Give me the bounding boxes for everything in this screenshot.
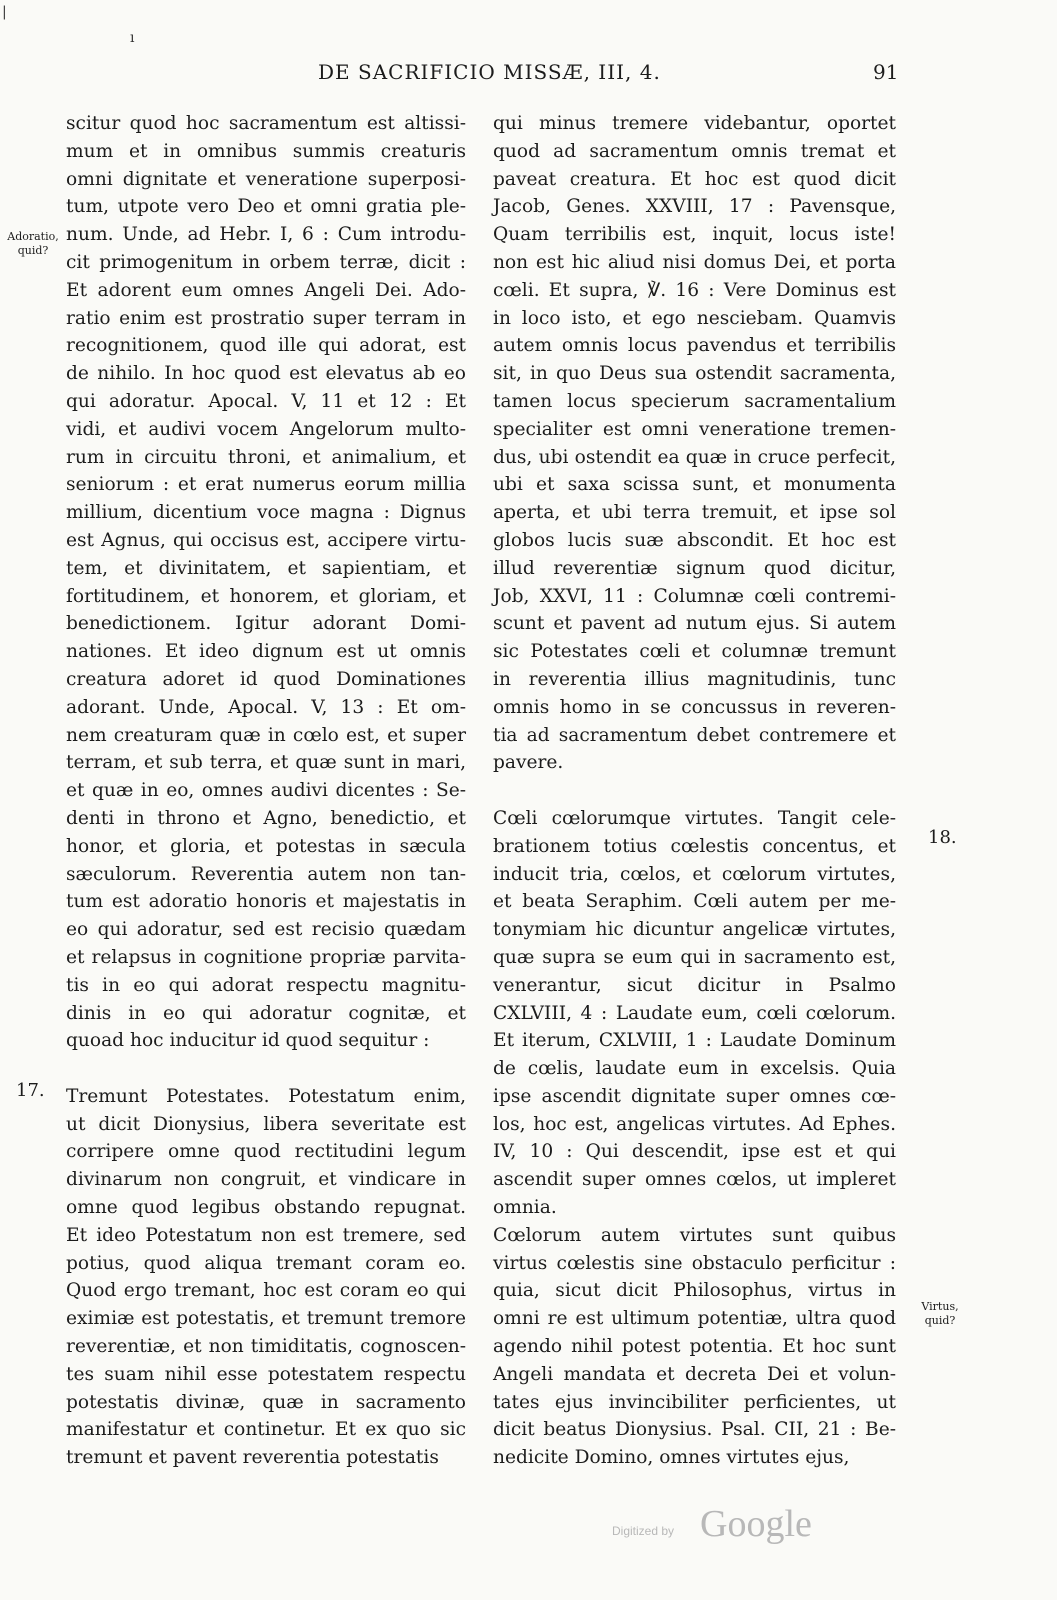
right-column (493, 110, 896, 1472)
section-number-18: 18. (928, 827, 957, 848)
text-line: ratio enim est prostratio super terram in (66, 307, 466, 329)
text-line: vidi, et audivi vocem Angelorum multo- (66, 418, 466, 440)
text-line: tia ad sacramentum debet contremere et (493, 724, 896, 746)
text-line: sic Potestates cœli et columnæ tremunt (493, 641, 896, 663)
text-line: omni re est ultimum potentiæ, ultra quod (493, 1308, 896, 1330)
text-line: tates ejus invincibiliter perficientes, ut (493, 1391, 896, 1413)
text-line: omnis homo in se concussus in reveren- (493, 696, 896, 718)
text-line: ipse ascendit dignitate super omnes cœ- (493, 1085, 896, 1107)
text-line: honor, et gloria, et potestas in sæcula (66, 835, 466, 857)
text-line: globos lucis suæ abscondit. Et hoc est (493, 529, 896, 551)
text-line: dinis in eo qui adoratur cognitæ, et (66, 1002, 466, 1024)
paragraph (66, 110, 466, 1055)
text-line: Cœli cœlorumque virtutes. Tangit cele- (493, 807, 896, 829)
text-line: los, hoc est, angelicas virtutes. Ad Ephes. (493, 1113, 896, 1135)
text-line: potestatis divinæ, quæ in sacramento (66, 1391, 466, 1413)
text-line: tonymiam hic dicuntur angelicæ virtutes, (493, 919, 896, 941)
text-line: Quod ergo tremant, hoc est coram eo qui (66, 1280, 466, 1302)
text-line: mum et in omnibus summis creaturis (66, 140, 466, 162)
left-column (66, 110, 466, 1472)
text-line: virtus cœlestis sine obstaculo perficitur : (493, 1252, 896, 1274)
text-line: qui minus tremere videbantur, oportet (493, 113, 896, 134)
text-line: dicit beatus Dionysius. Psal. CII, 21 : Be- (493, 1419, 896, 1441)
text-line: Angeli mandata et decreta Dei et volun- (493, 1363, 896, 1385)
paragraph (493, 110, 896, 777)
text-line: cœli. Et supra, ℣. 16 : Vere Dominus est (493, 279, 896, 301)
text-line: scunt et pavent ad nutum ejus. Si autem (493, 613, 896, 635)
text-line: ascendit super omnes cœlos, ut impleret (493, 1169, 896, 1191)
text-line: cit primogenitum in orbem terræ, dicit : (66, 251, 466, 273)
margin-note-line: quid? (17, 244, 49, 257)
text-line: brationem totius cœlestis concentus, et (493, 835, 896, 857)
text-line: tum est adoratio honoris et majestatis in (66, 891, 466, 913)
text-line: tes suam nihil esse potestatem respectu (66, 1363, 466, 1385)
text-line: quoad hoc inducitur id quod sequitur : (66, 1030, 430, 1052)
text-line: Et iterum, CXLVIII, 1 : Laudate Dominum (493, 1030, 896, 1052)
text-line: potius, quod aliqua tremant coram eo. (66, 1252, 466, 1274)
text-line: eo qui adoratur, sed est recisio quædam (66, 919, 466, 941)
text-line: est Agnus, qui occisus est, accipere virtu- (66, 529, 466, 551)
text-line: adorant. Unde, Apocal. V, 13 : Et om- (66, 696, 466, 718)
text-line: Et ideo Potestatum non est tremere, sed (66, 1224, 466, 1246)
text-line: de nihilo. In hoc quod est elevatus ab eo (66, 363, 466, 385)
paragraph (493, 805, 896, 1222)
text-line: pavere. (493, 752, 564, 774)
google-watermark (612, 1502, 852, 1552)
text-line: agendo nihil potest potentia. Et hoc sunt (493, 1336, 896, 1358)
margin-note-adoratio (3, 230, 63, 258)
text-line: omne quod legibus obstando repugnat. (66, 1197, 466, 1219)
margin-note-line: quid? (924, 1314, 956, 1327)
text-line: quod ad sacramentum omnis tremat et (493, 140, 896, 162)
margin-note-line: Adoratio, (7, 230, 59, 243)
text-line: Et adorent eum omnes Angeli Dei. Ado- (66, 279, 466, 301)
text-line: autem omnis locus pavendus et terribilis (493, 335, 896, 357)
text-line: scitur quod hoc sacramentum est altissi- (66, 113, 466, 134)
text-line: qui adoratur. Apocal. V, 11 et 12 : Et (66, 390, 466, 412)
text-line: ubi et saxa scissa sunt, et monumenta (493, 474, 896, 496)
text-line: tremunt et pavent reverentia potestatis (66, 1447, 439, 1469)
text-line: Job, XXVI, 11 : Columnæ cœli contremi- (493, 585, 896, 607)
running-header (0, 60, 1057, 90)
text-line: divinarum non congruit, et vindicare in (66, 1169, 466, 1191)
text-line: Cœlorum autem virtutes sunt quibus (493, 1224, 896, 1246)
text-line: recognitionem, quod ille qui adorat, est (66, 335, 466, 357)
text-line: specialiter est omni veneratione tremen- (493, 418, 896, 440)
text-line: omni dignitate et veneratione superposi- (66, 168, 466, 190)
text-line: dus, ubi ostendit ea quæ in cruce perfecit, (493, 446, 896, 468)
text-line: quia, sicut dicit Philosophus, virtus in (493, 1280, 896, 1302)
text-line: in loco isto, et ego nesciebam. Quamvis (493, 307, 896, 329)
text-line: et quæ in eo, omnes audivi dicentes : Se- (66, 780, 466, 802)
text-line: fortitudinem, et honorem, et gloriam, et (66, 585, 466, 607)
text-line: de cœlis, laudate eum in excelsis. Quia (493, 1058, 896, 1080)
text-line: creatura adoret id quod Dominationes (66, 668, 466, 690)
text-line: CXLVIII, 4 : Laudate eum, cœli cœlorum. (493, 1002, 896, 1024)
text-line: manifestatur et continetur. Et ex quo sic (66, 1419, 466, 1441)
text-line: num. Unde, ad Hebr. I, 6 : Cum introdu- (66, 224, 466, 246)
paragraph (493, 1222, 896, 1472)
watermark-logo: Google (700, 1503, 812, 1545)
text-line: seniorum : et erat numerus eorum millia (66, 474, 466, 496)
text-line: millium, dicentium voce magna : Dignus (66, 502, 466, 524)
text-line: benedictionem. Igitur adorant Domi- (66, 613, 466, 635)
text-line: quæ supra se eum qui in sacramento est, (493, 946, 896, 968)
text-line: venerantur, sicut dicitur in Psalmo (493, 974, 896, 996)
text-line: paveat creatura. Et hoc est quod dicit (493, 168, 896, 190)
scan-mark: | (2, 4, 7, 20)
margin-note-line: Virtus, (921, 1300, 959, 1313)
text-line: terram, et sub terra, et quæ sunt in mari, (66, 752, 466, 774)
paragraph (66, 1083, 466, 1472)
text-line: denti in throno et Agno, benedictio, et (66, 807, 466, 829)
text-line: corripere omne quod rectitudini legum (66, 1141, 466, 1163)
text-line: aperta, et ubi terra tremuit, et ipse sol (493, 502, 896, 524)
watermark-small: Digitized by (612, 1524, 675, 1538)
text-line: nedicite Domino, omnes virtutes ejus, (493, 1447, 850, 1469)
text-line: sit, in quo Deus sua ostendit sacramenta, (493, 363, 896, 385)
scan-mark: ı (130, 30, 135, 46)
text-line: tum, utpote vero Deo et omni gratia ple- (66, 196, 466, 218)
text-line: ut dicit Dionysius, libera severitate est (66, 1113, 466, 1135)
running-title: DE SACRIFICIO MISSÆ, III, 4. (318, 60, 661, 84)
section-number-17: 17. (16, 1080, 45, 1101)
text-line: illud reverentiæ signum quod dicitur, (493, 557, 896, 579)
text-line: et relapsus in cognitione propriæ parvita- (66, 946, 466, 968)
text-line: nem creaturam quæ in cœlo est, et super (66, 724, 466, 746)
text-line: in reverentia illius magnitudinis, tunc (493, 668, 896, 690)
text-line: nationes. Et ideo dignum est ut omnis (66, 641, 466, 663)
text-line: Jacob, Genes. XXVIII, 17 : Pavensque, (493, 196, 896, 218)
margin-note-virtus (910, 1300, 970, 1328)
text-line: Quam terribilis est, inquit, locus iste! (493, 224, 896, 246)
text-line: inducit tria, cœlos, et cœlorum virtutes, (493, 863, 896, 885)
page-number: 91 (873, 60, 899, 84)
text-line: IV, 10 : Qui descendit, ipse est et qui (493, 1141, 896, 1163)
text-line: reverentiæ, et non timiditatis, cognoscen- (66, 1336, 466, 1358)
text-line: tamen locus specierum sacramentalium (493, 390, 896, 412)
text-line: tis in eo qui adorat respectu magnitu- (66, 974, 466, 996)
text-line: sæculorum. Reverentia autem non tan- (66, 863, 466, 885)
text-line: eximiæ est potestatis, et tremunt tremore (66, 1308, 466, 1330)
text-line: tem, et divinitatem, et sapientiam, et (66, 557, 466, 579)
text-line: non est hic aliud nisi domus Dei, et porta (493, 251, 896, 273)
text-line: Tremunt Potestates. Potestatum enim, (66, 1085, 466, 1107)
text-line: omnia. (493, 1197, 557, 1219)
text-line: rum in circuitu throni, et animalium, et (66, 446, 466, 468)
text-line: et beata Seraphim. Cœli autem per me- (493, 891, 896, 913)
